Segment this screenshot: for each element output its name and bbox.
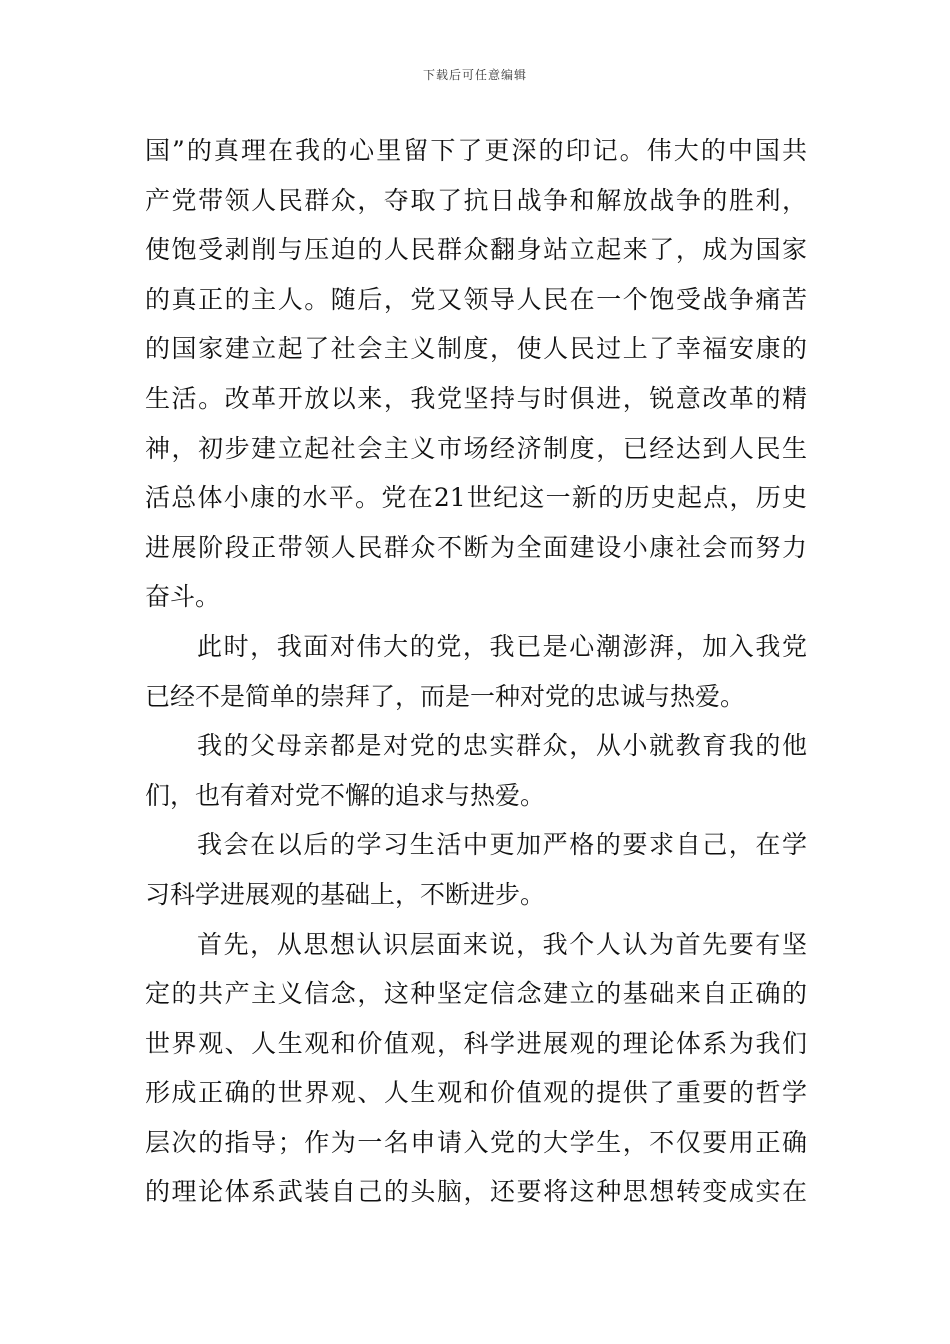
text-line: 形成正确的世界观、人生观和价值观的提供了重要的哲学 (145, 1078, 807, 1108)
text-line: 国”的真理在我的心里留下了更深的印记。伟大的中国共 (145, 136, 807, 165)
text-line: 的真正的主人。随后，党又领导人民在一个饱受战争痛苦 (145, 284, 807, 314)
text-line: 世界观、人生观和价值观，科学进展观的理论体系为我们 (145, 1028, 807, 1058)
text-line: 习科学进展观的基础上，不断进步。 (145, 879, 546, 909)
page-header: 下载后可任意编辑 (422, 68, 527, 82)
text-line: 生活。改革开放以来，我党坚持与时俱进，锐意改革的精 (145, 383, 807, 413)
text-line: 我会在以后的学习生活中更加严格的要求自己，在学 (197, 830, 807, 860)
text-line: 产党带领人民群众，夺取了抗日战争和解放战争的胜利， (145, 185, 807, 215)
text-line: 们，也有着对党不懈的追求与热爱。 (145, 780, 546, 810)
text-line: 此时，我面对伟大的党，我已是心潮澎湃，加入我党 (197, 631, 807, 661)
text-line: 定的共产主义信念，这种坚定信念建立的基础来自正确的 (145, 979, 807, 1009)
text-line: 进展阶段正带领人民群众不断为全面建设小康社会而努力 (145, 532, 807, 562)
text-line: 首先，从思想认识层面来说，我个人认为首先要有坚 (197, 929, 807, 959)
text-line: 使饱受剥削与压迫的人民群众翻身站立起来了，成为国家 (145, 235, 807, 265)
text-line: 奋斗。 (145, 582, 221, 612)
text-line: 层次的指导；作为一名申请入党的大学生，不仅要用正确 (145, 1127, 807, 1157)
text-line: 已经不是简单的崇拜了，而是一种对党的忠诚与热爱。 (145, 681, 746, 711)
text-line: 的理论体系武装自己的头脑，还要将这种思想转变成实在 (145, 1177, 807, 1207)
text-line: 神，初步建立起社会主义市场经济制度，已经达到人民生 (145, 433, 807, 463)
text-line: 的国家建立起了社会主义制度，使人民过上了幸福安康的 (145, 334, 807, 364)
text-line: 我的父母亲都是对党的忠实群众，从小就教育我的他 (197, 731, 807, 761)
text-line: 活总体小康的水平。党在21世纪这一新的历史起点，历史 (145, 483, 807, 513)
body-text (145, 126, 807, 1217)
